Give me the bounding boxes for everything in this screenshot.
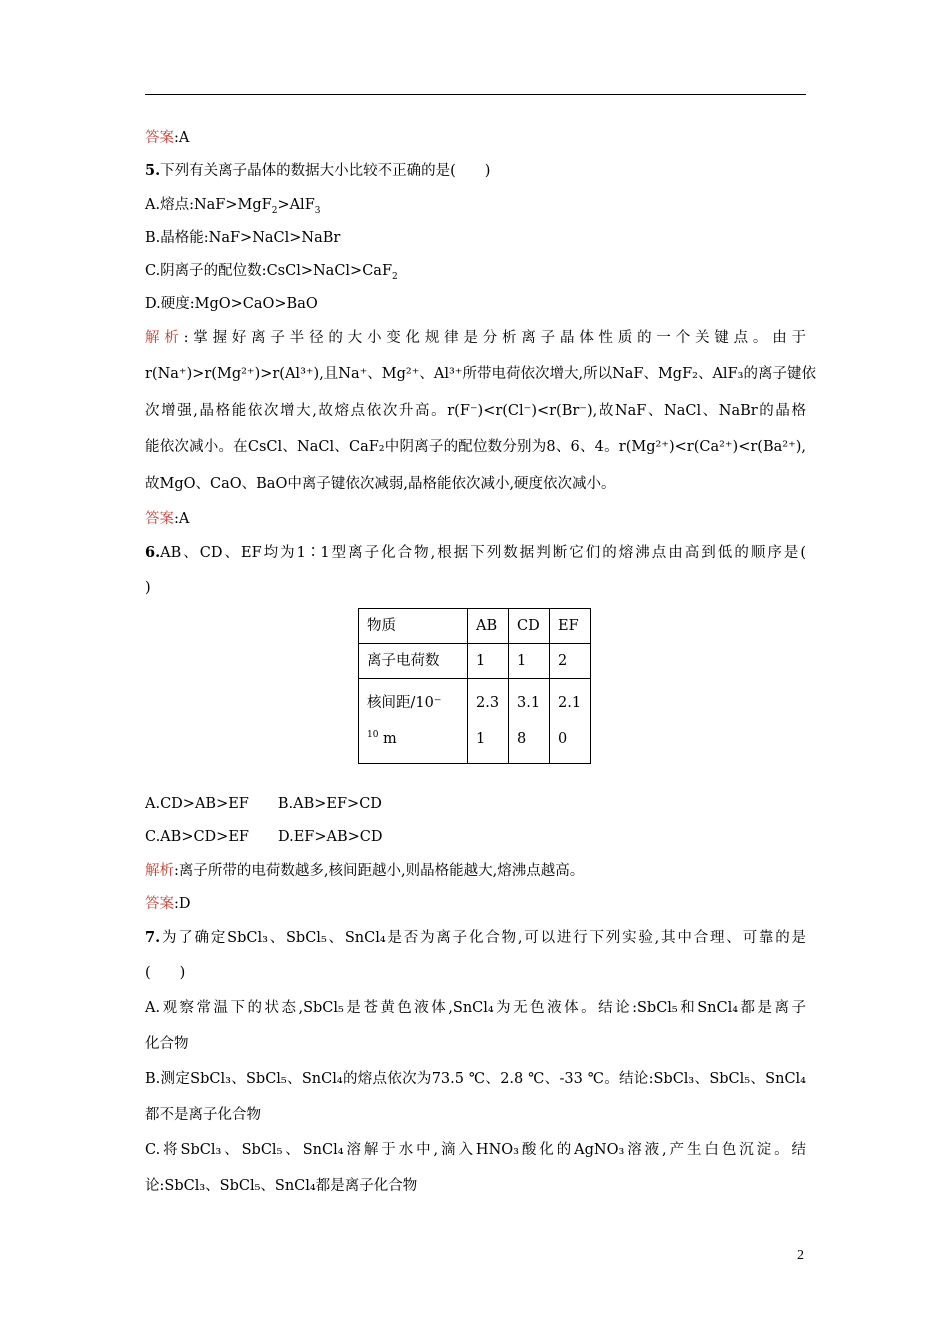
q5-option-b: B.晶格能:NaF>NaCl>NaBr <box>145 230 341 246</box>
q6-analysis <box>145 861 806 881</box>
cell-line <box>367 721 459 757</box>
q7-stem-line-2: ( ) <box>145 965 186 981</box>
q6-stem-text: AB、CD、EF均为1∶1型离子化合物,根据下列数据判断它们的熔沸点由高到低的顺序是( <box>160 545 806 561</box>
q7-option-a-line-1: A.观察常温下的状态,SbCl₅是苍黄色液体,SnCl₄为无色液体。结论:SbCl₅和SnCl₄都是离子 <box>145 1000 806 1016</box>
cell-text: m <box>378 731 397 747</box>
table-cell: 1 <box>468 644 509 679</box>
table-cell <box>468 679 509 764</box>
q5-option-c-text: C.阴离子的配位数:CsCl>NaCl>CaF <box>145 263 393 279</box>
analysis-label: 解析 <box>145 863 174 879</box>
q7-stem-text: 为了确定SbCl₃、SbCl₅、SnCl₄是否为离子化合物,可以进行下列实验,其中合理、可靠的是 <box>160 930 806 946</box>
cell-line: 3.1 <box>517 695 541 711</box>
table-row <box>359 679 591 764</box>
table-cell: 离子电荷数 <box>359 644 468 679</box>
table-cell <box>550 679 591 764</box>
q6-stem-line-1 <box>145 543 806 563</box>
q5-option-d: D.硬度:MgO>CaO>BaO <box>145 296 318 312</box>
q5-option-c <box>145 261 806 281</box>
table-header-cell: 物质 <box>359 609 468 644</box>
q7-stem-line-1 <box>145 928 806 948</box>
analysis-text: :离子所带的电荷数越多,核间距越小,则晶格能越大,熔沸点越高。 <box>174 863 585 879</box>
table-header-cell: EF <box>550 609 591 644</box>
q5-analysis-line-5: 故MgO、CaO、BaO中离子键依次减弱,晶格能依次减小,硬度依次减小。 <box>145 476 616 492</box>
q7-number: 7. <box>145 929 161 946</box>
q6-answer <box>145 894 806 914</box>
page-number: 2 <box>797 1248 804 1263</box>
q6-options-line-1: A.CD>AB>EF B.AB>EF>CD <box>145 796 382 812</box>
header-rule <box>145 94 806 95</box>
q5-number: 5. <box>145 162 161 179</box>
q6-data-table <box>358 608 591 764</box>
table-header-cell: CD <box>509 609 550 644</box>
table-cell: 1 <box>509 644 550 679</box>
q5-analysis-line-3: 次增强,晶格能依次增大,故熔点依次升高。r(F⁻)<r(Cl⁻)<r(Br⁻),故NaF、NaCl、NaBr的晶格 <box>145 403 806 419</box>
table-header-cell: AB <box>468 609 509 644</box>
subscript: 2 <box>392 271 398 282</box>
q6-options-line-2: C.AB>CD>EF D.EF>AB>CD <box>145 829 383 845</box>
q5-option-a-text: A.熔点:NaF>MgF <box>145 197 272 213</box>
q7-option-a-line-2: 化合物 <box>145 1036 189 1052</box>
q5-analysis-line-1 <box>145 328 806 348</box>
superscript: 10 <box>367 730 379 741</box>
q5-analysis-line-4: 能依次减小。在CsCl、NaCl、CaF₂中阴离子的配位数分别为8、6、4。r(Mg²⁺)<r(Ca²⁺)<r(Ba²⁺), <box>145 439 806 455</box>
table-row <box>359 609 591 644</box>
q7-option-c-line-2: 论:SbCl₃、SbCl₅、SnCl₄都是离子化合物 <box>145 1178 418 1194</box>
q7-option-b-line-1: B.测定SbCl₃、SbCl₅、SnCl₄的熔点依次为73.5 ℃、2.8 ℃、-33 ℃。结论:SbCl₃、SbCl₅、SnCl₄ <box>145 1071 806 1087</box>
table-cell: 2 <box>550 644 591 679</box>
analysis-label: 解析 <box>145 330 184 346</box>
q7-option-b-line-2: 都不是离子化合物 <box>145 1107 261 1123</box>
subscript: 2 <box>271 205 278 216</box>
q7-option-c-line-1: C.将SbCl₃、SbCl₅、SnCl₄溶解于水中,滴入HNO₃酸化的AgNO₃溶液,产生白色沉淀。结 <box>145 1142 806 1158</box>
table-cell <box>359 679 468 764</box>
cell-line: 8 <box>517 731 527 747</box>
q6-number: 6. <box>145 544 161 561</box>
q5-analysis-line-2: r(Na⁺)>r(Mg²⁺)>r(Al³⁺),且Na⁺、Mg²⁺、Al³⁺所带电荷依次增大,所以NaF、MgF₂、AlF₃的离子键依 <box>145 366 816 382</box>
answer-value: :D <box>174 896 191 912</box>
q5-option-a-text-mid: >AlF <box>277 197 315 213</box>
cell-line: 1 <box>476 731 486 747</box>
answer-value: :A <box>174 511 190 527</box>
answer-label: 答案 <box>145 896 174 912</box>
previous-answer <box>145 128 806 148</box>
answer-label: 答案 <box>145 130 174 146</box>
table-cell <box>509 679 550 764</box>
cell-line: 核间距/10⁻ <box>367 695 442 711</box>
answer-label: 答案 <box>145 511 174 527</box>
q5-stem-text: 下列有关离子晶体的数据大小比较不正确的是( ) <box>160 163 491 179</box>
q5-stem <box>145 161 806 181</box>
q5-option-a <box>145 195 806 215</box>
table-row <box>359 644 591 679</box>
subscript: 3 <box>314 205 321 216</box>
cell-line: 2.3 <box>476 695 500 711</box>
cell-line: 2.1 <box>558 695 582 711</box>
answer-value: :A <box>174 130 190 146</box>
q5-answer <box>145 509 806 529</box>
cell-line: 0 <box>558 731 568 747</box>
q6-stem-line-2: ) <box>145 580 151 596</box>
analysis-text: :掌握好离子半径的大小变化规律是分析离子晶体性质的一个关键点。由于 <box>183 330 807 346</box>
